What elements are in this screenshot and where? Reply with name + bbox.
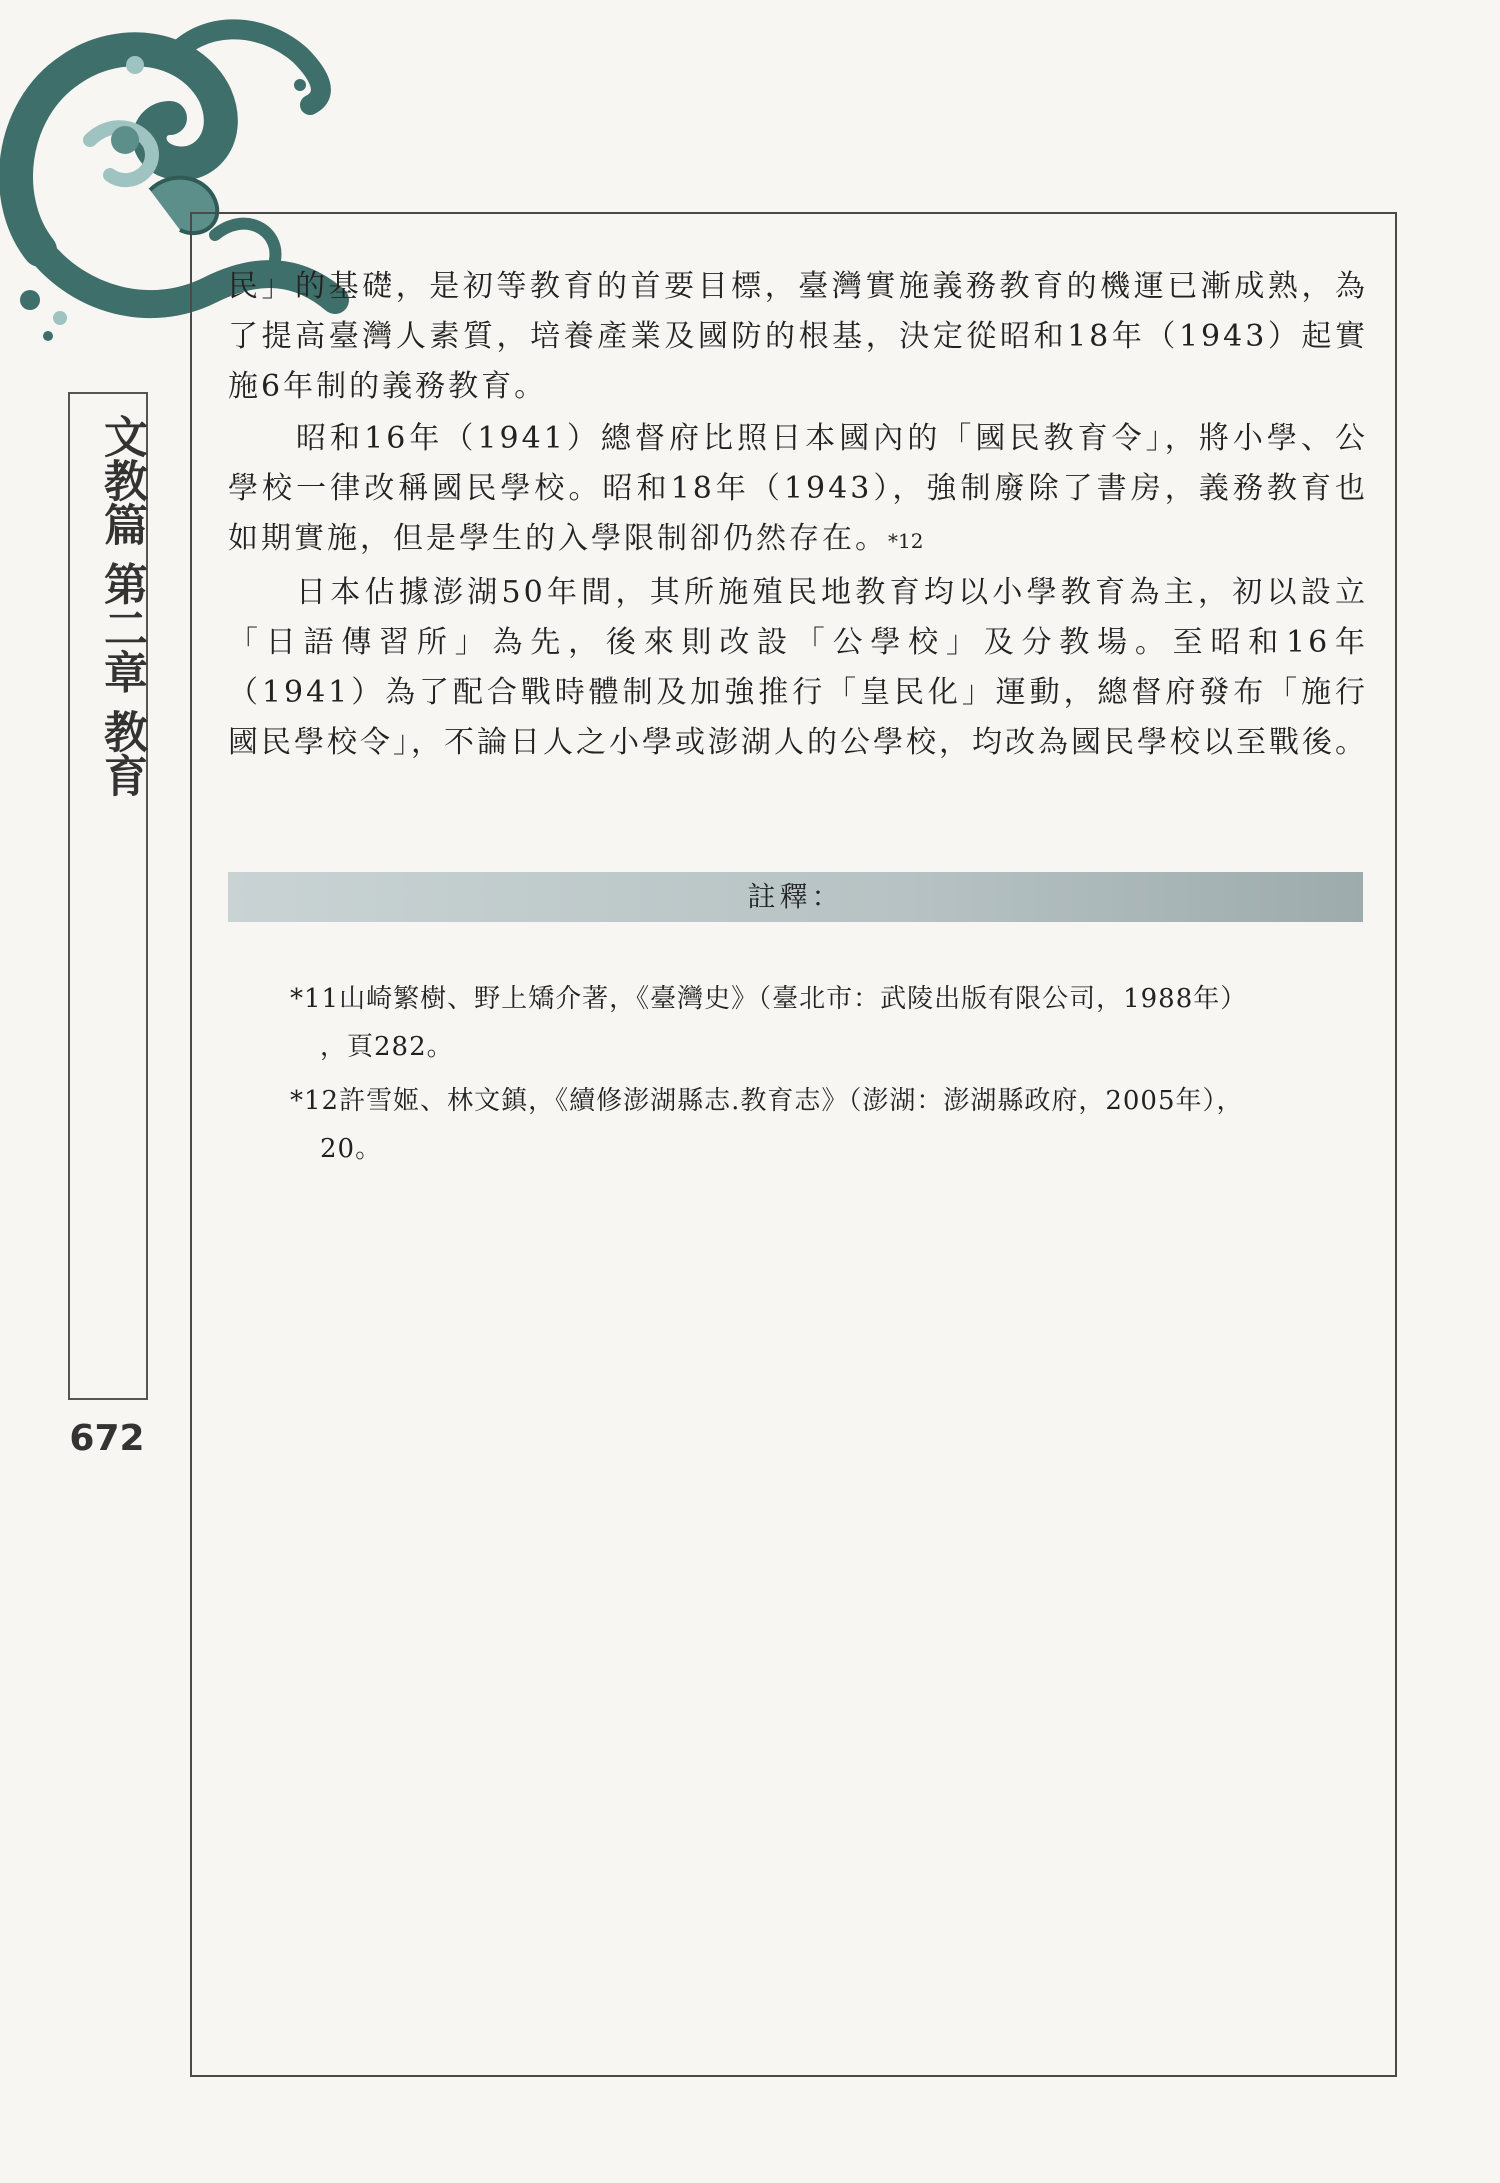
paragraph: [228, 262, 1368, 412]
notes-heading: 註釋：: [747, 880, 844, 913]
paragraph-text: 昭和16年（1941）總督府比照日本國內的「國民教育令」，將小學、公學校一律改稱國民學校。昭和18年（1943），強制廢除了書房，義務教育也如期實施，但是學生的入學限制卻仍然存在。: [228, 421, 1368, 556]
paragraph: [228, 568, 1368, 768]
footnote-line: ，頁282。: [320, 1032, 454, 1062]
paragraph: [228, 414, 1368, 566]
footnote-reference: *12: [888, 529, 924, 553]
footnote-item: [290, 975, 1370, 1071]
footnotes-list: [290, 975, 1370, 1179]
paragraph-text: 日本佔據澎湖50年間，其所施殖民地教育均以小學教育為主，初以設立「日語傳習所」為先，後來則改設「公學校」及分教場。至昭和16年（1941）為了配合戰時體制及加強推行「皇民化」運動，總督府發布「施行國民學校令」，不論日人之小學或澎湖人的公學校，均改為國民學校以至戰後。: [228, 575, 1368, 760]
footnote-item: [290, 1077, 1370, 1173]
page-number: 672: [69, 1418, 145, 1459]
body-text: [228, 262, 1368, 770]
footnote-line: *12許雪姬、林文鎮，《續修澎湖縣志.教育志》（澎湖：澎湖縣政府，2005年），: [290, 1086, 1244, 1116]
chapter-side-tab: [68, 392, 148, 1400]
chapter-title: 文教篇 第二章 教育: [96, 414, 147, 797]
footnote-line: *11山崎繁樹、野上矯介著，《臺灣史》（臺北市：武陵出版有限公司，1988年）: [290, 984, 1248, 1014]
paragraph-text: 民」的基礎，是初等教育的首要目標，臺灣實施義務教育的機運已漸成熟，為了提高臺灣人素質，培養產業及國防的根基，決定從昭和18年（1943）起實施6年制的義務教育。: [228, 269, 1368, 404]
footnote-line: 20。: [320, 1134, 383, 1164]
